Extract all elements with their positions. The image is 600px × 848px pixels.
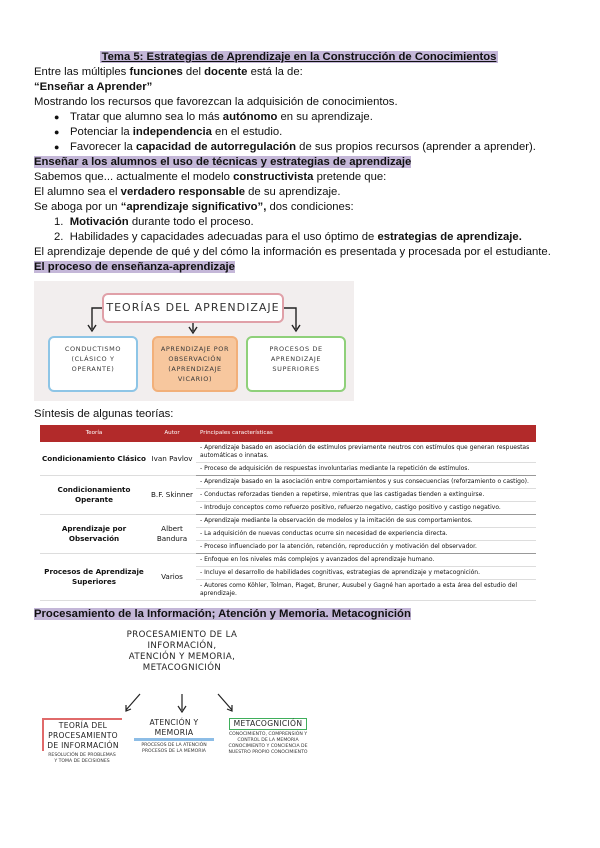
theory-author: B.F. Skinner — [148, 476, 196, 515]
theory-characteristic: - Proceso de adquisición de respuestas involuntarias mediante la repetición de estímulos. — [196, 463, 536, 476]
theory-characteristic: - Proceso influenciado por la atención, retención, reproducción y motivación del observador. — [196, 541, 536, 554]
theory-characteristic: - Autores como Köhler, Tolman, Piaget, Bruner, Ausubel y Gagné han aportado a esta área del estudio del aprendizaje. — [196, 580, 536, 601]
theory-name: Condicionamiento Clásico — [40, 442, 148, 476]
box-aprendizaje-observacion: APRENDIZAJE POR OBSERVACIÓN (APRENDIZAJE VICARIO) — [152, 336, 238, 392]
column-procesamiento: TEORÍA DEL PROCESAMIENTO DE INFORMACIÓN RESOLUCIÓN DE PROBLEMAS Y TOMA DE DECISIONES — [42, 718, 122, 765]
column-heading: ATENCIÓN Y MEMORIA — [134, 718, 214, 741]
column-heading: TEORÍA DEL PROCESAMIENTO DE INFORMACIÓN — [42, 718, 122, 751]
paragraph: Se aboga por un “aprendizaje significativo”, dos condiciones: — [34, 201, 354, 213]
table-row — [40, 554, 536, 567]
paragraph: Sabemos que... actualmente el modelo constructivista pretende que: — [34, 171, 387, 183]
theory-author: Albert Bandura — [148, 515, 196, 554]
table-row — [40, 476, 536, 489]
table-header-row — [40, 425, 536, 442]
theory-characteristic: - Aprendizaje mediante la observación de modelos y la imitación de sus comportamientos. — [196, 515, 536, 528]
list-item: 1. Motivación durante todo el proceso. — [54, 216, 254, 228]
paragraph: El aprendizaje depende de qué y del cómo la información es presentada y procesada por el estudiante. — [34, 246, 551, 258]
numbered-list — [34, 215, 564, 245]
theory-characteristic: - Enfoque en los niveles más complejos y avanzados del aprendizaje humano. — [196, 554, 536, 567]
column-atencion-memoria: ATENCIÓN Y MEMORIA PROCESOS DE LA ATENCIÓN PROCESOS DE LA MEMORIA — [134, 718, 214, 755]
theory-characteristic: - Aprendizaje basado en la asociación entre comportamientos y sus consecuencias (reforzamiento o castigo). — [196, 476, 536, 489]
table-row — [40, 515, 536, 528]
theory-name: Procesos de Aprendizaje Superiores — [40, 554, 148, 601]
section-heading: El proceso de enseñanza-aprendizaje — [34, 261, 235, 273]
theory-characteristic: - Aprendizaje basado en asociación de estímulos previamente neutros con estímulos que generan respuestas automáticas o innatas. — [196, 442, 536, 463]
theory-author: Varios — [148, 554, 196, 601]
column-heading: METACOGNICIÓN — [229, 718, 308, 730]
theory-name: Condicionamiento Operante — [40, 476, 148, 515]
diagram-title: PROCESAMIENTO DE LA INFORMACIÓN, ATENCIÓN Y MEMORIA, METACOGNICIÓN — [126, 630, 238, 673]
theory-author: Ivan Pavlov — [148, 442, 196, 476]
theory-characteristic: - Incluye el desarrollo de habilidades cognitivas, estrategias de aprendizaje y metacognición. — [196, 567, 536, 580]
theory-characteristic: - Conductas reforzadas tienden a repetirse, mientras que las castigadas tienden a extinguirse. — [196, 489, 536, 502]
box-procesos-superiores: PROCESOS DE APRENDIZAJE SUPERIORES — [246, 336, 346, 392]
section-heading: Enseñar a los alumnos el uso de técnicas y estrategias de aprendizaje — [34, 156, 412, 168]
learning-theories-diagram — [34, 281, 354, 401]
bullet-list — [34, 110, 564, 155]
list-item: ● Potenciar la independencia en el estudio. — [54, 125, 564, 140]
theory-characteristic: - La adquisición de nuevas conductas ocurre sin necesidad de experiencia directa. — [196, 528, 536, 541]
box-conductismo: CONDUCTISMO (CLÁSICO Y OPERANTE) — [48, 336, 138, 392]
section-heading: Procesamiento de la Información; Atención y Memoria. Metacognición — [34, 608, 411, 620]
synthesis-label: Síntesis de algunas teorías: — [34, 408, 174, 420]
page-title: Tema 5: Estrategias de Aprendizaje en la Construcción de Conocimientos — [101, 51, 497, 63]
paragraph: El alumno sea el verdadero responsable de su aprendizaje. — [34, 186, 341, 198]
theory-characteristic: - Introdujo conceptos como refuerzo positivo, refuerzo negativo, castigo positivo y castigo negativo. — [196, 502, 536, 515]
column-header: Autor — [148, 425, 196, 442]
list-item: ● Tratar que alumno sea lo más autónomo en su aprendizaje. — [54, 110, 564, 125]
intro-quote: “Enseñar a Aprender” — [34, 81, 153, 93]
table-row — [40, 442, 536, 463]
column-metacognicion: METACOGNICIÓN CONOCIMIENTO, COMPRENSIÓN Y CONTROL DE LA MEMORIA CONOCIMIENTO Y CONCIENCIA DE NUESTRO PROPIO CONOCIMIENTO — [228, 719, 308, 755]
intro-line: Entre las múltiples funciones del docente está la de: — [34, 66, 303, 78]
theories-table — [40, 425, 536, 601]
document-page — [34, 50, 564, 770]
column-header: Teoría — [40, 425, 148, 442]
information-processing-diagram — [42, 630, 342, 770]
list-item: ● Favorecer la capacidad de autorregulación de sus propios recursos (aprender a aprender). — [54, 140, 564, 155]
diagram-title: TEORÍAS DEL APRENDIZAJE — [102, 293, 284, 323]
list-item: 2. Habilidades y capacidades adecuadas para el uso óptimo de estrategias de aprendizaje. — [54, 231, 522, 243]
theory-name: Aprendizaje por Observación — [40, 515, 148, 554]
column-header: Principales características — [196, 425, 536, 442]
intro-line-3: Mostrando los recursos que favorezcan la adquisición de conocimientos. — [34, 96, 398, 108]
